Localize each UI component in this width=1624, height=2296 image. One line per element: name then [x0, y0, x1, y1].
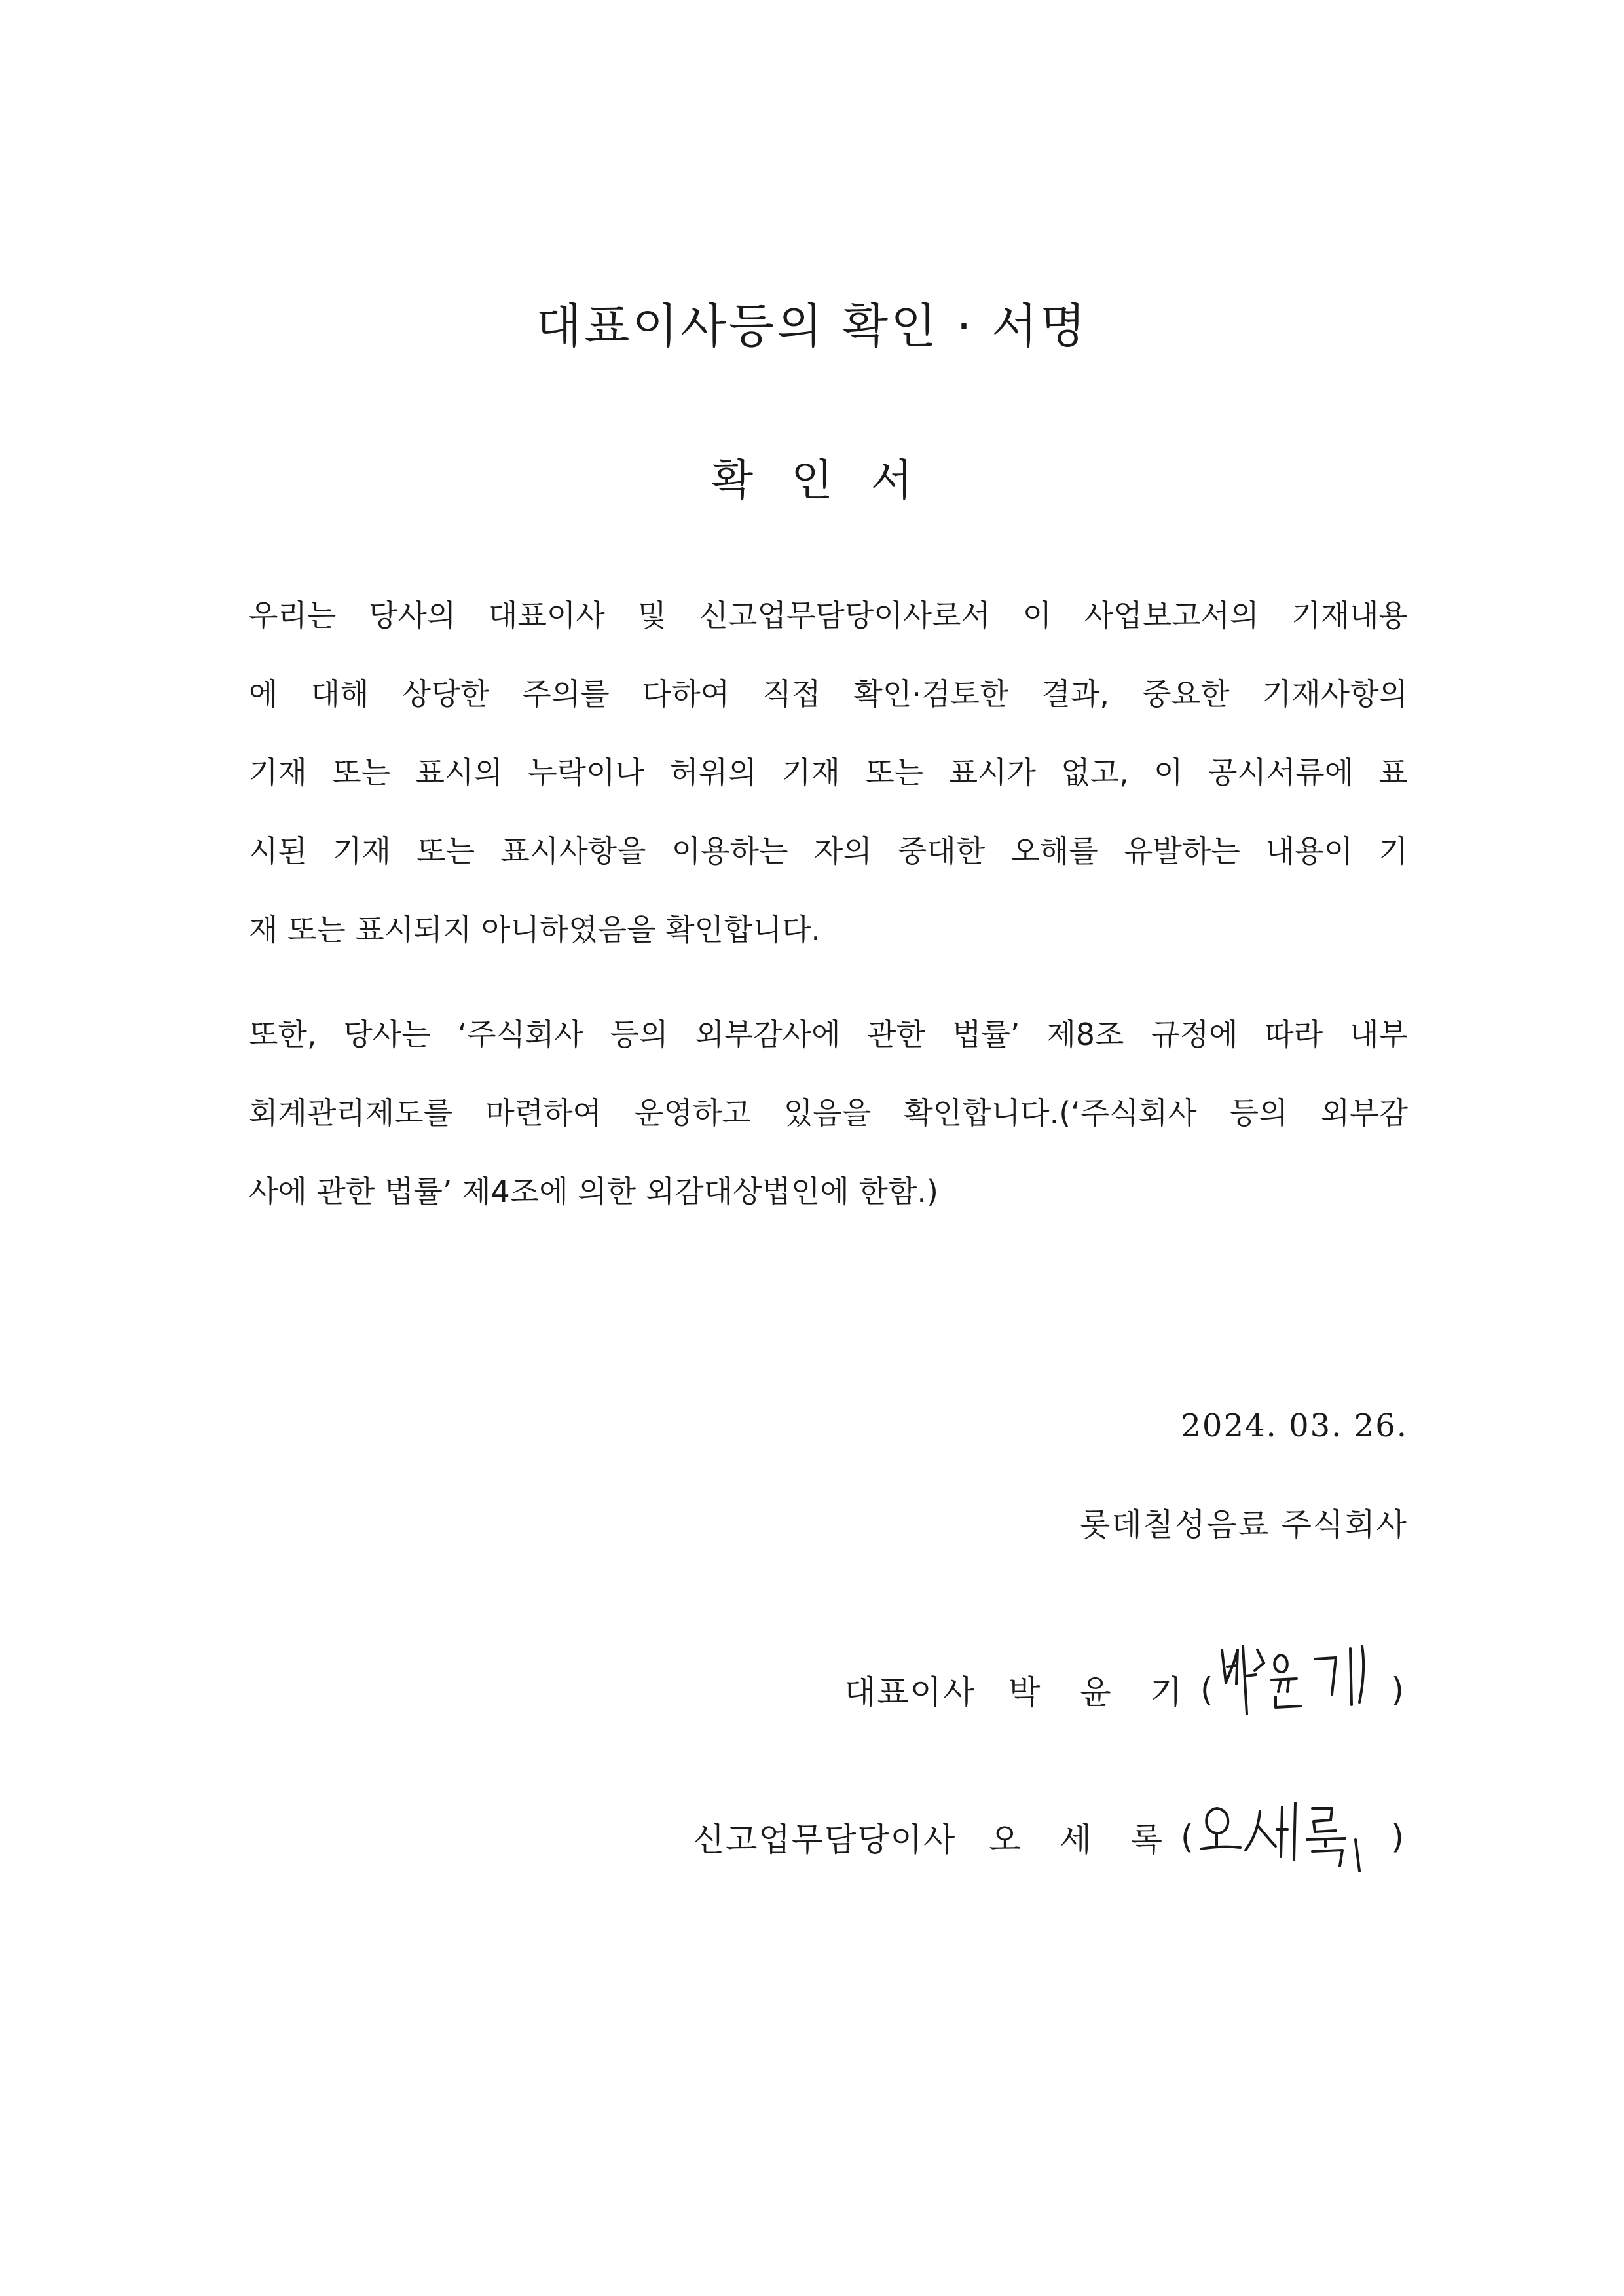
document-date: 2024. 03. 26.: [1181, 1408, 1408, 1444]
document-title: 대표이사등의 확인 · 서명: [536, 299, 1088, 354]
paragraph-line: 우리는 당사의 대표이사 및 신고업무담당이사로서 이 사업보고서의 기재내용: [249, 598, 1408, 633]
handwritten-signature: [1197, 1794, 1387, 1880]
signatory-role: 대표이사: [844, 1673, 976, 1711]
company-name: 롯데칠성음료 주식회사: [1080, 1506, 1408, 1543]
signatory-role: 신고업무담당이사: [692, 1821, 957, 1859]
paragraph-line: 에 대해 상당한 주의를 다하여 직접 확인·검토한 결과, 중요한 기재사항의: [249, 676, 1408, 712]
signatory-reporting-director: [693, 1794, 1408, 1880]
signatory-name: 오 세 록: [989, 1821, 1177, 1859]
signatory-name: 박 윤 기: [1008, 1673, 1196, 1711]
paragraph-line: 회계관리제도를 마련하여 운영하고 있음을 확인합니다.(‘주식회사 등의 외부감: [249, 1095, 1408, 1131]
handwritten-signature: [1217, 1637, 1387, 1743]
paren-close: ): [1391, 1818, 1404, 1856]
paragraph-line: 시된 기재 또는 표시사항을 이용하는 자의 중대한 오해를 유발하는 내용이 기: [249, 833, 1408, 869]
signatory-ceo: [844, 1637, 1408, 1743]
paragraph-line: 또한, 당사는 ‘주식회사 등의 외부감사에 관한 법률’ 제8조 규정에 따라 내부: [249, 1017, 1408, 1052]
internal-control-paragraph: [249, 995, 1408, 1231]
paren-open: (: [1180, 1818, 1194, 1856]
paragraph-line: 사에 관한 법률’ 제4조에 의한 외감대상법인에 한함.): [249, 1174, 938, 1209]
confirmation-paragraph: [249, 576, 1408, 969]
paren-close: ): [1391, 1671, 1404, 1709]
paragraph-line: 재 또는 표시되지 아니하였음을 확인합니다.: [249, 912, 821, 947]
paren-open: (: [1200, 1671, 1213, 1709]
document-subtitle: 확인서: [711, 455, 951, 505]
paragraph-line: 기재 또는 표시의 누락이나 허위의 기재 또는 표시가 없고, 이 공시서류에 표: [249, 755, 1408, 790]
